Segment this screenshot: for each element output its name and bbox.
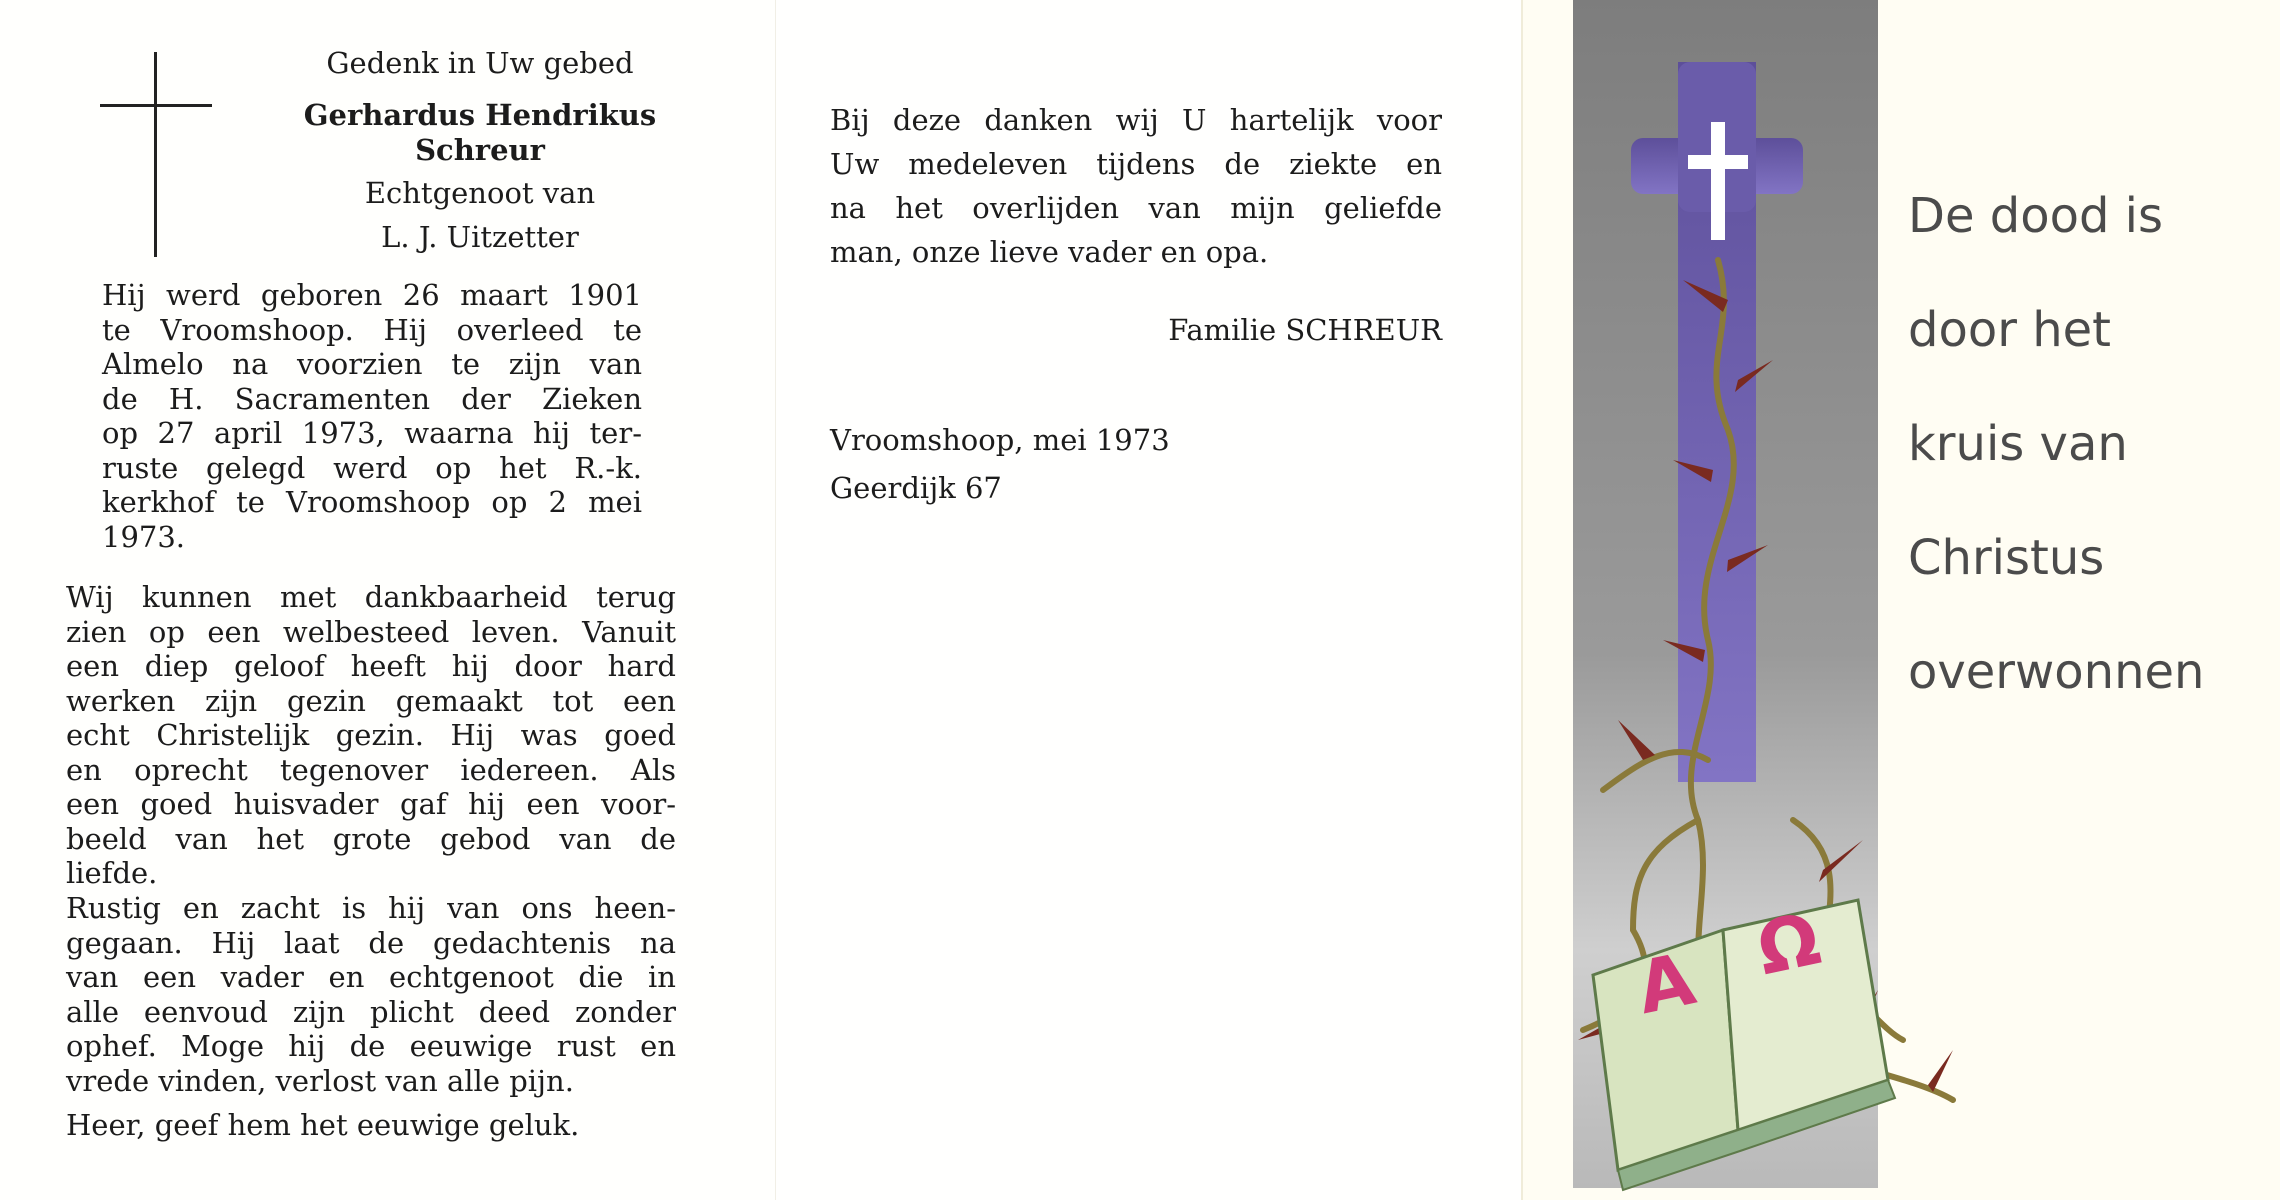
bio-line: Hij werd geboren 26 maart 1901 [102, 278, 642, 312]
place-date: Vroomshoop, mei 1973 [830, 423, 1170, 457]
verse-line-2: door het [1908, 302, 2111, 358]
family-signature: Familie SCHREUR [1168, 313, 1442, 347]
verse-line-3: kruis van [1908, 416, 2128, 472]
bio-line: de H. Sacramenten der Zieken [102, 381, 642, 416]
address: Geerdijk 67 [830, 471, 1002, 505]
farewell-line: alle eenvoud zijn plicht deed zonder [66, 994, 676, 1029]
tribute-line: een diep geloof heeft hij door hard [66, 649, 676, 683]
verse-line-5: overwonnen [1908, 644, 2205, 700]
remember-line: Gedenk in Uw gebed [326, 46, 634, 80]
tribute-line: zien op een welbesteed leven. Vanuit [66, 614, 676, 649]
omega-letter: Ω [1749, 896, 1828, 992]
tribute-line: beeld van het grote gebod van de [66, 821, 676, 856]
biography-paragraph [102, 278, 642, 554]
deceased-name-line1: Gerhardus Hendrikus [303, 98, 657, 132]
deceased-name-line2: Schreur [415, 133, 545, 167]
farewell-line: vrede vinden, verlost van alle pijn. [66, 1063, 574, 1098]
bio-line: op 27 april 1973, waarna hij ter- [102, 416, 642, 450]
cross-thorns-illustration [1523, 0, 2113, 1200]
spouse-label: Echtgenoot van [364, 176, 596, 210]
farewell-line: van een vader en echtgenoot die in [66, 960, 676, 994]
tribute-line: en oprecht tegenover iedereen. Als [66, 752, 676, 787]
bio-line: ruste gelegd werd op het R.-k. [102, 450, 642, 485]
tribute-line: echt Christelijk gezin. Hij was goed [66, 718, 676, 752]
cross-icon [100, 52, 215, 257]
tribute-paragraph [66, 580, 676, 891]
farewell-line: Rustig en zacht is hij van ons heen- [66, 891, 676, 925]
left-panel [0, 0, 775, 1200]
thanks-line: Uw medeleven tijdens de ziekte en [830, 147, 1442, 181]
tribute-line: liefde. [66, 856, 158, 890]
thanks-line: Bij deze danken wij U hartelijk voor [830, 103, 1442, 137]
farewell-paragraph [66, 891, 676, 1098]
tribute-line: een goed huisvader gaf hij een voor- [66, 787, 676, 821]
farewell-line: gegaan. Hij laat de gedachtenis na [66, 925, 676, 960]
thanks-line: na het overlijden van mijn geliefde [830, 191, 1442, 225]
tribute-line: werken zijn gezin gemaakt tot een [66, 683, 676, 718]
alpha-letter: A [1629, 936, 1702, 1031]
prayer-line: Heer, geef hem het eeuwige geluk. [66, 1108, 580, 1142]
bio-line: Almelo na voorzien te zijn van [102, 347, 642, 381]
thanks-paragraph [830, 98, 1442, 274]
verse-line-4: Christus [1908, 530, 2105, 586]
middle-panel [775, 0, 1521, 1200]
thanks-line: man, onze lieve vader en opa. [830, 235, 1269, 269]
tribute-line: Wij kunnen met dankbaarheid terug [66, 580, 676, 614]
bio-line: kerkhof te Vroomshoop op 2 mei [102, 485, 642, 519]
spouse-name: L. J. Uitzetter [381, 220, 579, 254]
bio-line: te Vroomshoop. Hij overleed te [102, 312, 642, 347]
verse-line-1: De dood is [1908, 188, 2164, 244]
bio-line: 1973. [102, 519, 186, 554]
farewell-line: ophef. Moge hij de eeuwige rust en [66, 1029, 676, 1063]
